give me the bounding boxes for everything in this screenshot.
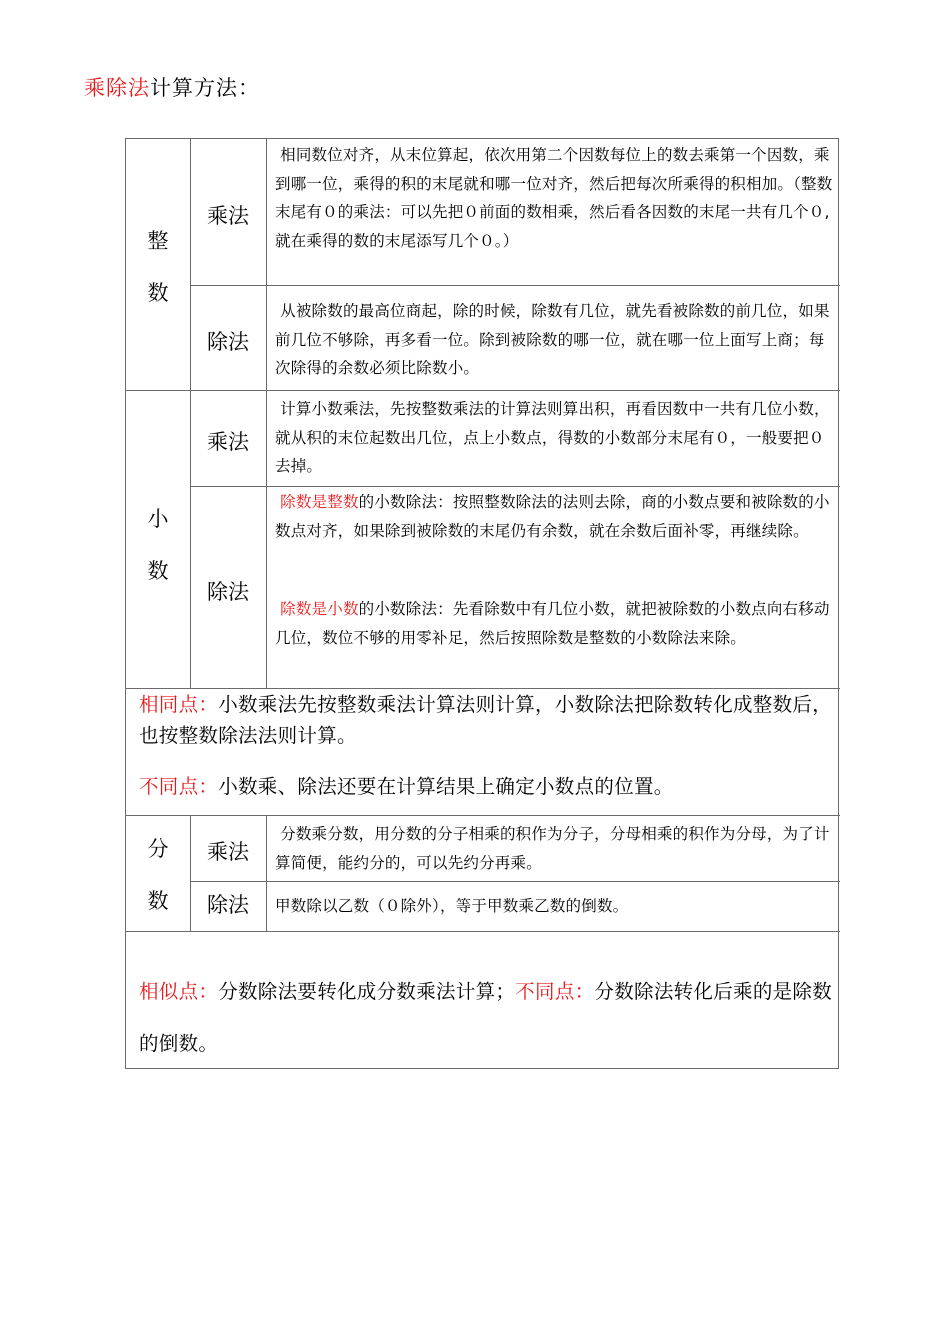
decimal-divide-case1-label: 除数是整数 (280, 493, 359, 511)
divider (266, 139, 267, 688)
decimal-divide-label: 除法 (207, 580, 249, 604)
integer-divide-label: 除法 (207, 330, 249, 354)
divider (126, 931, 840, 932)
calculation-table (125, 138, 839, 1069)
divider (266, 815, 267, 931)
divider (126, 815, 840, 816)
decimal-divide-case2-label: 除数是小数 (280, 600, 359, 618)
fraction-comparison: 相似点：分数除法要转化成分数乘法计算；不同点：分数除法转化后乘的是除数的倒数。 (139, 980, 833, 1055)
fraction-divide-text: 甲数除以乙数（０除外），等于甲数乘乙数的倒数。 (275, 897, 629, 915)
divider (190, 285, 840, 286)
divider (190, 881, 840, 882)
title-rest: 计算方法： (150, 76, 260, 100)
title-highlight: 乘除法 (84, 76, 150, 100)
fraction-category: 分 数 (147, 837, 169, 913)
integer-category: 整 数 (147, 229, 169, 305)
diff-point-label: 不同点： (139, 775, 219, 798)
page-title (84, 72, 260, 102)
decimal-divide-text-1: 除数是整数的小数除法：按照整数除法的法则去除，商的小数点要和被除数的小数点对齐，如果除到被除数的末尾仍有余数，就在余数后面补零，再继续除。 (275, 493, 830, 540)
integer-divide-text: 从被除数的最高位商起，除的时候，除数有几位，就先看被除数的前几位，如果前几位不够除，再多看一位。除到被除数的哪一位，就在哪一位上面写上商；每次除得的余数必须比除数小。 (275, 302, 830, 377)
fraction-multiply-label: 乘法 (207, 840, 249, 864)
similar-point-label: 相似点： (139, 980, 219, 1003)
same-point-label: 相同点： (139, 693, 219, 716)
fraction-divide-label: 除法 (207, 893, 249, 917)
decimal-diff-point: 不同点：小数乘、除法还要在计算结果上确定小数点的位置。 (139, 775, 674, 798)
integer-multiply-label: 乘法 (207, 204, 249, 228)
decimal-divide-text-2: 除数是小数的小数除法：先看除数中有几位小数，就把被除数的小数点向右移动几位，数位不够的用零补足，然后按照除数是整数的小数除法来除。 (275, 600, 830, 647)
decimal-multiply-label: 乘法 (207, 430, 249, 454)
divider (126, 390, 840, 391)
decimal-multiply-text: 计算小数乘法，先按整数乘法的计算法则算出积，再看因数中一共有几位小数，就从积的末位起数出几位，点上小数点，得数的小数部分末尾有０，一般要把０去掉。 (275, 400, 830, 475)
decimal-same-point: 相同点：小数乘法先按整数乘法计算法则计算，小数除法把除数转化成整数后，也按整数除法法则计算。 (139, 693, 833, 747)
fraction-diff-point-label: 不同点： (515, 980, 595, 1003)
fraction-multiply-text: 分数乘分数，用分数的分子相乘的积作为分子，分母相乘的积作为分母，为了计算简便，能约分的，可以先约分再乘。 (275, 825, 830, 872)
divider (190, 486, 840, 487)
decimal-category: 小 数 (147, 507, 169, 583)
integer-multiply-text: 相同数位对齐，从末位算起，依次用第二个因数每位上的数去乘第一个因数，乘到哪一位，乘得的积的末尾就和哪一位对齐，然后把每次所乘得的积相加。（整数末尾有０的乘法：可以先把０前面的数相乘，然后看各因数的末尾一共有几个０,就在乘得的数的末尾添写几个０。） (275, 146, 833, 250)
